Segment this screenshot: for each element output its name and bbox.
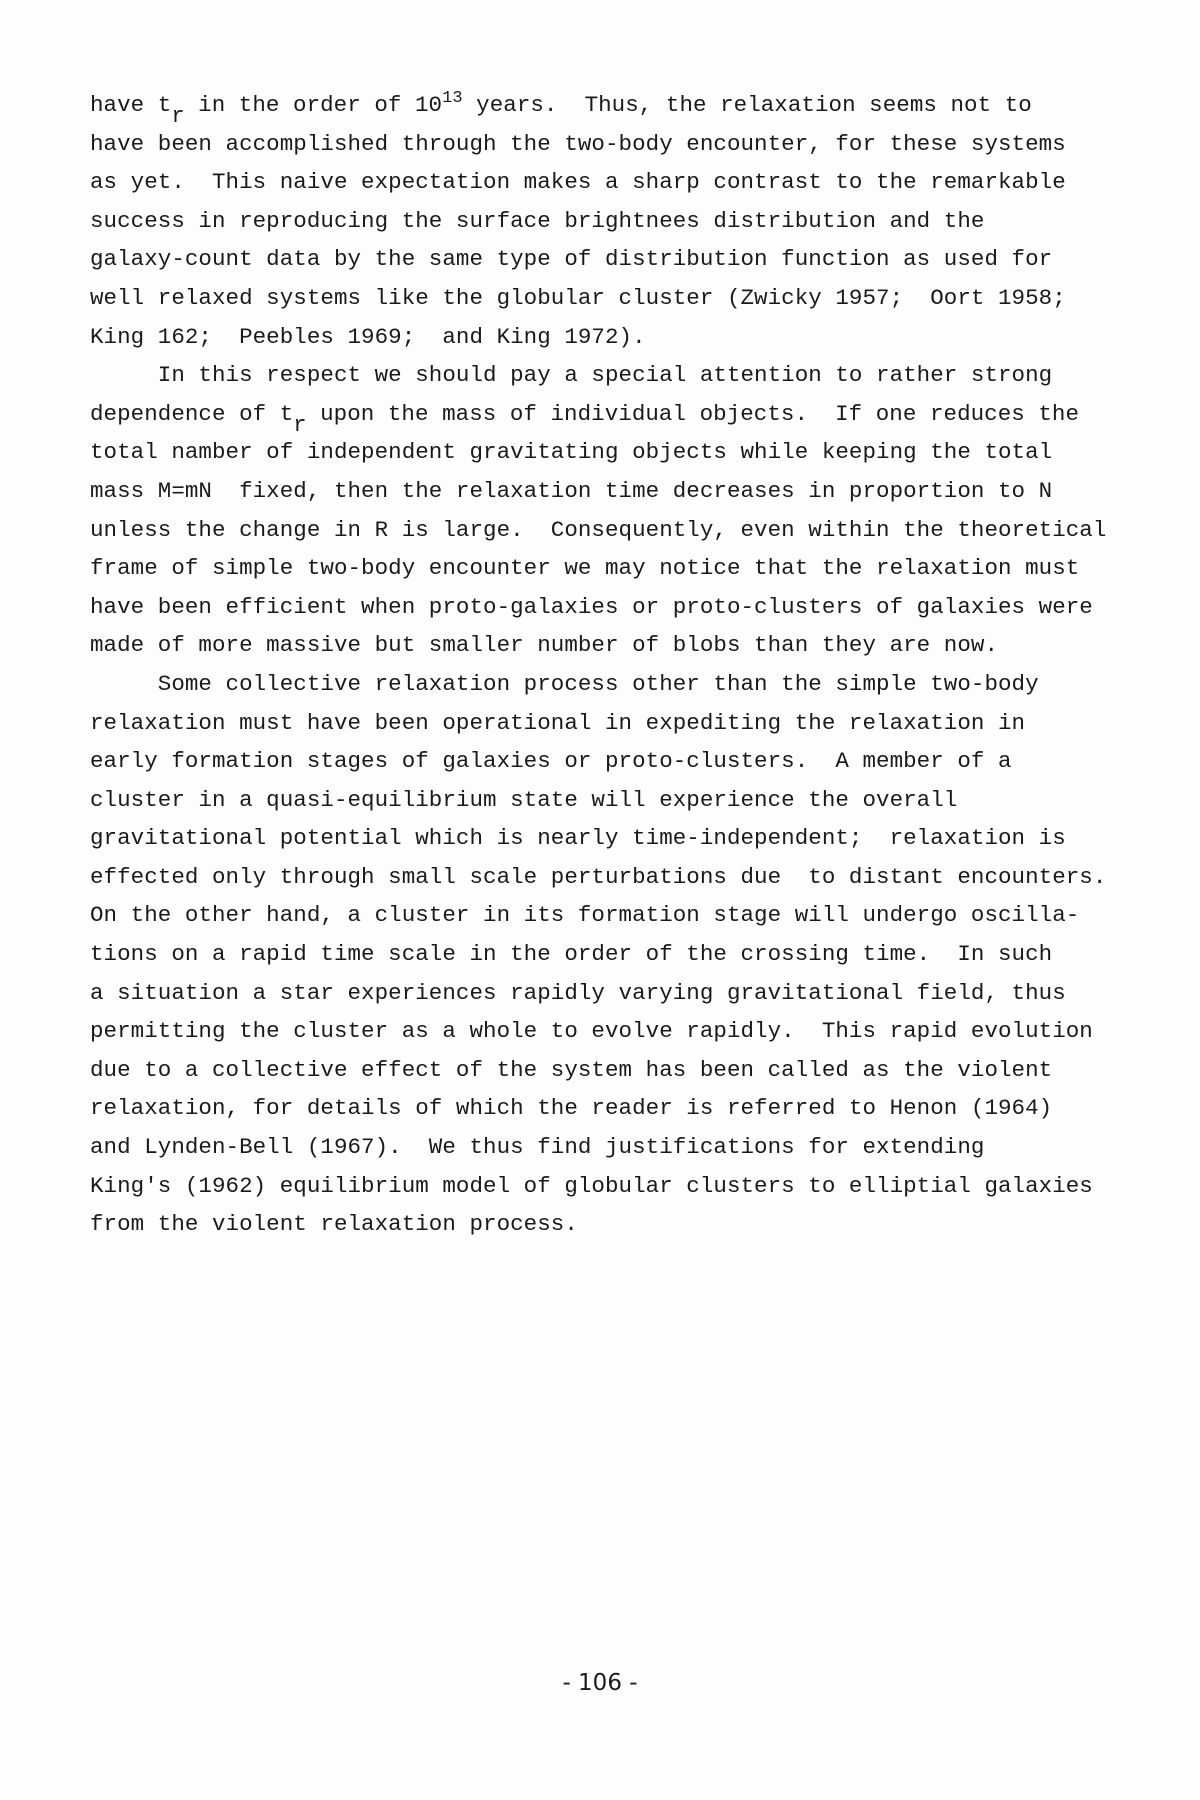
text-line <box>90 472 1150 511</box>
text-line <box>90 1051 1150 1090</box>
text-line <box>90 626 1150 665</box>
text-run: dependence of t <box>90 400 294 427</box>
text-run: due to a collective effect of the system has been called as the violent <box>90 1056 1053 1083</box>
text-run: galaxy-count data by the same type of distribution function as used for <box>90 246 1053 273</box>
text-line <box>90 742 1150 781</box>
text-run: unless the change in R is large. Consequently, even within the theoretical <box>90 516 1107 543</box>
text-line <box>90 433 1150 472</box>
text-line <box>90 511 1150 550</box>
subscript: r <box>171 104 185 129</box>
text-line <box>90 665 1150 704</box>
text-run: upon the mass of individual objects. If one reduces the <box>306 400 1080 427</box>
text-run: have been accomplished through the two-body encounter, for these systems <box>90 130 1066 157</box>
text-line <box>90 202 1150 241</box>
paragraph <box>90 86 1150 356</box>
text-run: a situation a star experiences rapidly varying gravitational field, thus <box>90 979 1066 1006</box>
text-line <box>90 935 1150 974</box>
text-line <box>90 974 1150 1013</box>
text-line <box>90 125 1150 164</box>
text-line <box>90 1012 1150 1051</box>
subscript: r <box>293 412 307 438</box>
text-line <box>90 163 1150 202</box>
text-line <box>90 1167 1150 1206</box>
text-run: mass M=mN fixed, then the relaxation time decreases in proportion to N <box>90 477 1053 504</box>
text-run: total namber of independent gravitating objects while keeping the total <box>90 439 1053 466</box>
text-line <box>90 318 1150 357</box>
text-run: Some collective relaxation process other than the simple two-body <box>90 670 1039 697</box>
superscript: 13 <box>442 89 463 108</box>
text-line <box>90 781 1150 820</box>
text-run: frame of simple two-body encounter we may notice that the relaxation must <box>90 555 1080 582</box>
text-run: from the violent relaxation process. <box>90 1211 578 1238</box>
text-run: effected only through small scale perturbations due to distant encounters. <box>90 863 1107 890</box>
text-run: made of more massive but smaller number of blobs than they are now. <box>90 632 998 659</box>
text-run: success in reproducing the surface brightnees distribution and the <box>90 207 985 234</box>
text-line <box>90 395 1150 438</box>
text-line <box>90 1089 1150 1128</box>
paragraph <box>90 665 1150 1244</box>
text-line <box>90 356 1150 395</box>
text-line <box>90 279 1150 318</box>
text-run: have t <box>90 92 172 118</box>
text-run: On the other hand, a cluster in its formation stage will undergo oscilla- <box>90 902 1080 929</box>
text-run: relaxation, for details of which the reader is referred to Henon (1964) <box>90 1095 1053 1122</box>
text-run: cluster in a quasi-equilibrium state will experience the overall <box>90 786 958 813</box>
text-run: gravitational potential which is nearly time-independent; relaxation is <box>90 825 1066 852</box>
text-line <box>90 704 1150 743</box>
text-line <box>90 1128 1150 1167</box>
text-run: In this respect we should pay a special attention to rather strong <box>90 362 1053 389</box>
text-run: years. Thus, the relaxation seems not to <box>462 92 1032 118</box>
body-text <box>90 86 1150 1244</box>
text-line <box>90 896 1150 935</box>
text-run: relaxation must have been operational in expediting the relaxation in <box>90 709 1026 736</box>
text-line <box>90 1205 1150 1244</box>
text-line <box>90 86 1150 129</box>
text-run: tions on a rapid time scale in the order of the crossing time. In such <box>90 941 1053 968</box>
text-run: early formation stages of galaxies or proto-clusters. A member of a <box>90 748 1012 775</box>
text-run: King's (1962) equilibrium model of globular clusters to elliptial galaxies <box>90 1172 1093 1199</box>
page-number: - 106 - <box>562 1670 638 1696</box>
text-run: have been efficient when proto-galaxies or proto-clusters of galaxies were <box>90 593 1093 620</box>
text-run: permitting the cluster as a whole to evolve rapidly. This rapid evolution <box>90 1018 1093 1045</box>
text-run: and Lynden-Bell (1967). We thus find justifications for extending <box>90 1134 985 1161</box>
text-line <box>90 240 1150 279</box>
text-line <box>90 819 1150 858</box>
text-line <box>90 858 1150 897</box>
text-run: King 162; Peebles 1969; and King 1972). <box>90 323 646 350</box>
text-line <box>90 588 1150 627</box>
paragraph <box>90 356 1150 665</box>
text-run: well relaxed systems like the globular cluster (Zwicky 1957; Oort 1958; <box>90 284 1066 311</box>
text-run: in the order of 10 <box>184 92 443 118</box>
text-run: as yet. This naive expectation makes a sharp contrast to the remarkable <box>90 169 1066 196</box>
text-line <box>90 549 1150 588</box>
